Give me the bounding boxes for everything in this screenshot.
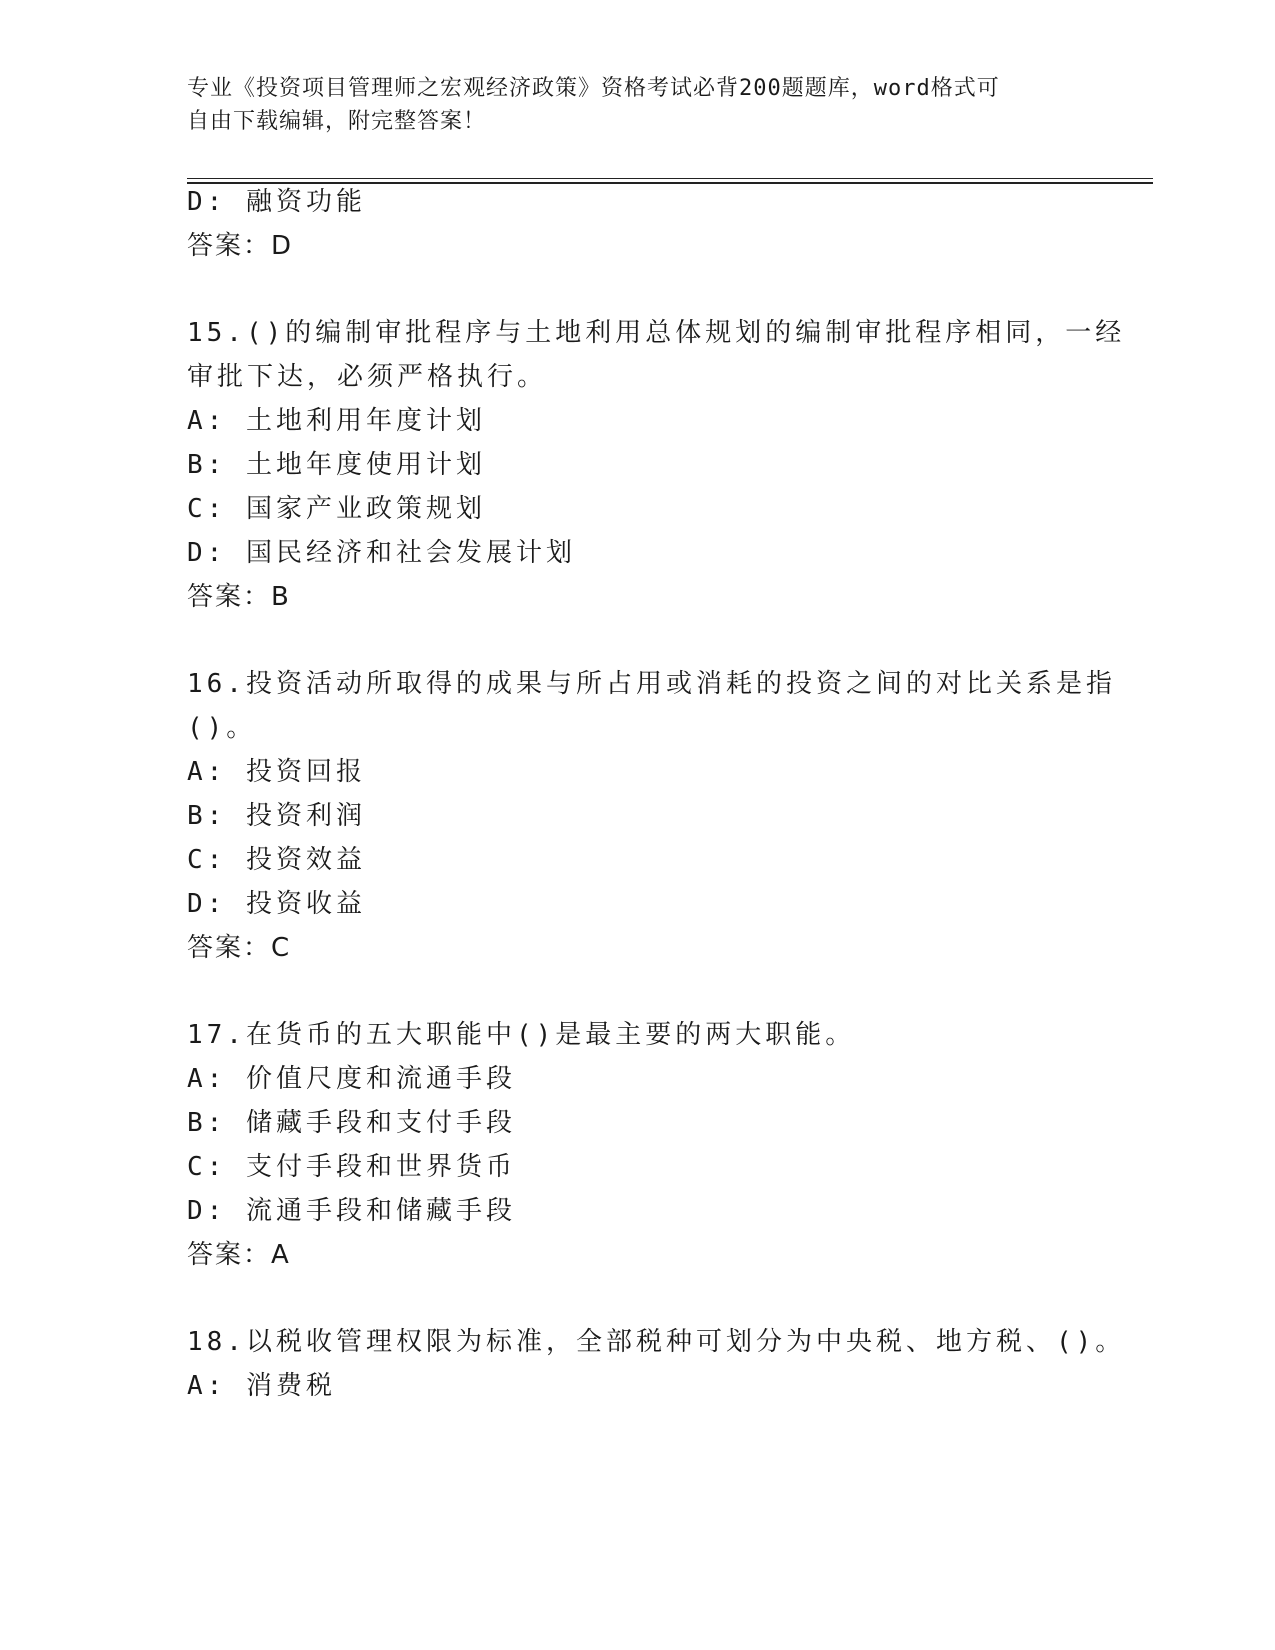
document-header bbox=[187, 72, 1067, 138]
q15-option-b: B: 土地年度使用计划 bbox=[187, 450, 486, 480]
prev-answer: 答案：D bbox=[187, 231, 294, 261]
header-line-2: 自由下载编辑，附完整答案！ bbox=[187, 109, 487, 134]
q18-option-a: A: 消费税 bbox=[187, 1371, 336, 1401]
q17-option-b: B: 储藏手段和支付手段 bbox=[187, 1108, 516, 1138]
prev-option-d: D: 融资功能 bbox=[187, 187, 366, 217]
q17-answer: 答案：A bbox=[187, 1240, 291, 1270]
q17-option-d: D: 流通手段和储藏手段 bbox=[187, 1196, 516, 1226]
q15-option-a: A: 土地利用年度计划 bbox=[187, 406, 486, 436]
q16-option-d: D: 投资收益 bbox=[187, 889, 366, 919]
q17-option-a: A: 价值尺度和流通手段 bbox=[187, 1064, 516, 1094]
q15-option-c: C: 国家产业政策规划 bbox=[187, 494, 486, 524]
header-divider-thin bbox=[187, 178, 1153, 179]
q15-text-line-2: 审批下达，必须严格执行。 bbox=[187, 362, 548, 392]
header-line-1: 专业《投资项目管理师之宏观经济政策》资格考试必背200题题库，word格式可 bbox=[187, 76, 1000, 101]
q16-option-a: A: 投资回报 bbox=[187, 757, 366, 787]
q16-option-c: C: 投资效益 bbox=[187, 845, 366, 875]
q15-text-line-1: 15.()的编制审批程序与土地利用总体规划的编制审批程序相同，一经 bbox=[187, 318, 1126, 348]
q16-option-b: B: 投资利润 bbox=[187, 801, 366, 831]
q18-text-line-1: 18.以税收管理权限为标准，全部税种可划分为中央税、地方税、()。 bbox=[187, 1327, 1126, 1357]
q15-answer: 答案：B bbox=[187, 582, 291, 612]
q15-option-d: D: 国民经济和社会发展计划 bbox=[187, 538, 576, 568]
q17-option-c: C: 支付手段和世界货币 bbox=[187, 1152, 516, 1182]
q16-text-line-2: ()。 bbox=[187, 713, 257, 743]
q17-text-line-1: 17.在货币的五大职能中()是最主要的两大职能。 bbox=[187, 1020, 856, 1050]
q16-answer: 答案：C bbox=[187, 933, 292, 963]
q16-text-line-1: 16.投资活动所取得的成果与所占用或消耗的投资之间的对比关系是指 bbox=[187, 669, 1116, 699]
